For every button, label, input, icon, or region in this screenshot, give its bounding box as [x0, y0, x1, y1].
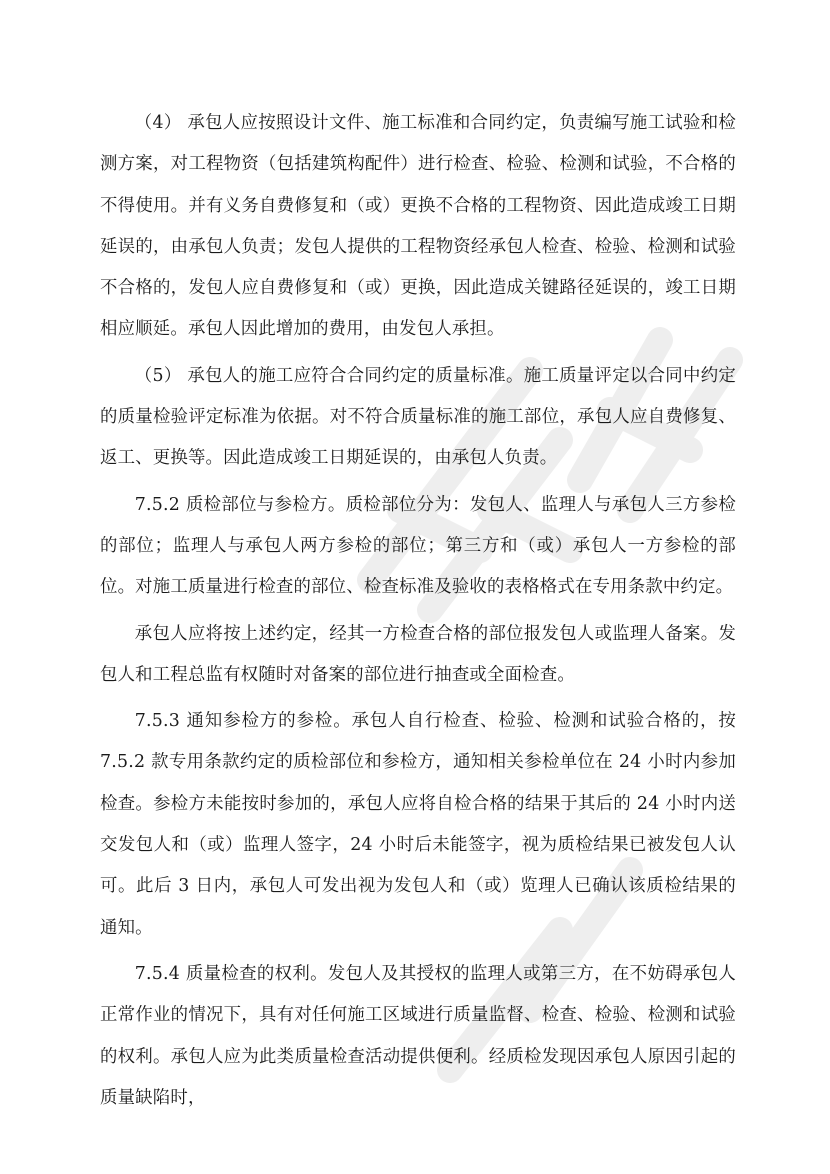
paragraph-item-5: （5） 承包人的施工应符合合同约定的质量标准。施工质量评定以合同中约定的质量检验评定标准为依据。对不符合质量标准的施工部位，承包人应自费修复、返工、更换等。因此造成竣工日期延误的，由承包人负责。	[100, 365, 736, 469]
paragraph-filing: 承包人应将按上述约定，经其一方检查合格的部位报发包人或监理人备案。发包人和工程总监有权随时对备案的部位进行抽查或全面检查。	[100, 623, 736, 685]
document-body	[100, 103, 736, 1119]
paragraph-item-4: （4） 承包人应按照设计文件、施工标准和合同约定，负责编写施工试验和检测方案，对工程物资（包括建筑构配件）进行检查、检验、检测和试验，不合格的不得使用。并有义务自费修复和（或）更换不合格的工程物资、因此造成竣工日期延误的，由承包人负责；发包人提供的工程物资经承包人检查、检验、检测和试验不合格的，发包人应自费修复和（或）更换，因此造成关键路径延误的，竣工日期相应顺延。承包人因此增加的费用，由发包人承担。	[100, 113, 736, 340]
paragraph-7-5-3: 7.5.3 通知参检方的参检。承包人自行检查、检验、检测和试验合格的，按 7.5.2 款专用条款约定的质检部位和参检方，通知相关参检单位在 24 小时内参加检查。参检方未能按时参加的，承包人应将自检合格的结果于其后的 24 小时内送交发包人和（或）监理人签字，24 小时后未能签字，视为质检结果已被发包人认可。此后 3 日内，承包人可发出视为发包人和（或）览理人已确认该质检结果的通知。	[100, 711, 736, 938]
paragraph-7-5-2: 7.5.2 质检部位与参检方。质检部位分为：发包人、监理人与承包人三方参检的部位；监理人与承包人两方参检的部位；第三方和（或）承包人一方参检的部位。对施工质量进行检查的部位、检查标准及验收的表格格式在专用条款中约定。	[100, 494, 736, 598]
paragraph-7-5-4: 7.5.4 质量检查的权利。发包人及其授权的监理人或第三方，在不妨碍承包人正常作业的情况下，具有对任何施工区域进行质量监督、检查、检验、检测和试验的权利。承包人应为此类质量检查活动提供便利。经质检发现因承包人原因引起的质量缺陷时，	[100, 963, 736, 1108]
